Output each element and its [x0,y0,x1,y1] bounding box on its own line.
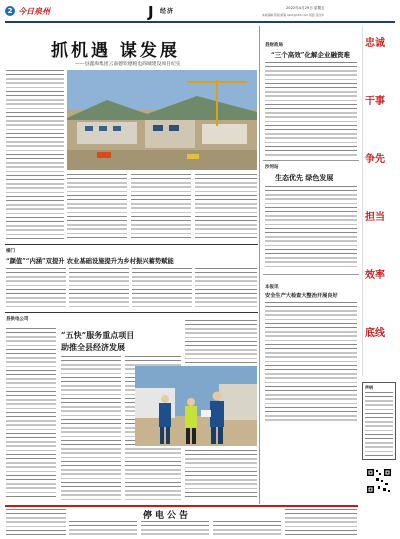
notice-body [365,392,393,458]
masthead-rule [5,21,395,23]
bottom-body-under-photo [185,450,257,500]
bottom-headline-line1: “五快”服务重点项目 [61,330,135,340]
divider-middle [5,244,258,245]
top-right-headline: “三个高效”化解企业融资难 [271,51,350,59]
lower-right-body [265,302,357,424]
workers-photo-image [135,366,257,446]
editor-line: 本版编辑 陈晨 邮箱 qzrb@163.com 版面 张佳华 [262,13,324,17]
power-outage-notice [5,507,358,537]
outage-col-2 [141,521,209,535]
bottom-story [5,314,258,504]
lead-subhead: ——县鑫海集团云南德钦德帕电商城建设项目纪实 [75,62,181,67]
bottom-kicker: 县供电公司 [6,317,29,322]
bottom-body-left-1 [6,328,56,500]
outage-col-3 [213,521,281,535]
top-right-story [263,26,359,158]
column-divider-main [259,26,260,504]
slogan-5: 效率 [365,270,385,281]
section-name: 经济 [160,8,175,15]
notice-title: 声明 [365,385,373,390]
lead-body-col-2 [131,174,191,240]
top-right-body [265,62,357,156]
paper-name: 今日泉州 [18,6,50,16]
outage-intro [6,509,66,535]
middle-right-headline: 生态优先 绿色发展 [275,173,334,182]
lower-right-story [263,276,359,426]
lead-photo [67,70,257,170]
slogan-column [362,26,396,376]
middle-right-story [263,162,359,272]
masthead [0,0,400,22]
middle-headline: “颜值”“内涵”双提升 农业基础设施提升为乡村振兴蓄势赋能 [6,258,174,265]
middle-body-col-1 [6,268,66,308]
section-letter: J [148,3,154,21]
qr-code [366,468,392,498]
outage-col-1 [69,521,137,535]
middle-body-col-3 [132,268,192,308]
bottom-body-col-2 [61,356,121,500]
divider-bottom-story [5,312,258,313]
bottom-headline-line2: 助推全县经济发展 [61,342,125,352]
divider-right-2 [263,274,359,275]
lead-story [5,24,258,242]
lead-body-left [6,70,64,240]
lower-right-headline: 安全生产大检查大整治开展良好 [265,293,338,299]
middle-kicker: 梯门 [6,249,15,254]
date-line: 2022年4月29日 星期五 [286,6,325,10]
lead-body-col-1 [67,174,127,240]
construction-site-image [67,70,257,170]
page-number: 2 [7,7,13,15]
divider-right-1 [263,160,359,161]
middle-story [5,246,258,310]
slogan-4: 担当 [365,212,385,223]
middle-body-col-2 [69,268,129,308]
outage-title: 停电公告 [143,511,192,521]
middle-right-kicker: 沙河站 [265,165,279,170]
top-right-kicker: 县财政局 [265,43,283,48]
middle-body-col-4 [195,268,257,308]
lead-headline: 抓机遇 谋发展 [51,41,180,61]
bottom-photo [135,366,257,446]
slogan-1: 忠诚 [365,38,385,49]
slogan-3: 争先 [365,154,385,165]
outage-col-4 [285,509,357,535]
lead-body-col-3 [195,174,257,240]
bottom-body-top-right [185,320,257,364]
qr-code-icon [366,468,392,494]
lower-right-kicker: 本报讯 [265,285,279,290]
slogan-6: 底线 [365,328,385,339]
slogan-2: 干事 [365,96,385,107]
middle-right-body [265,186,357,270]
notice-box [362,382,396,460]
